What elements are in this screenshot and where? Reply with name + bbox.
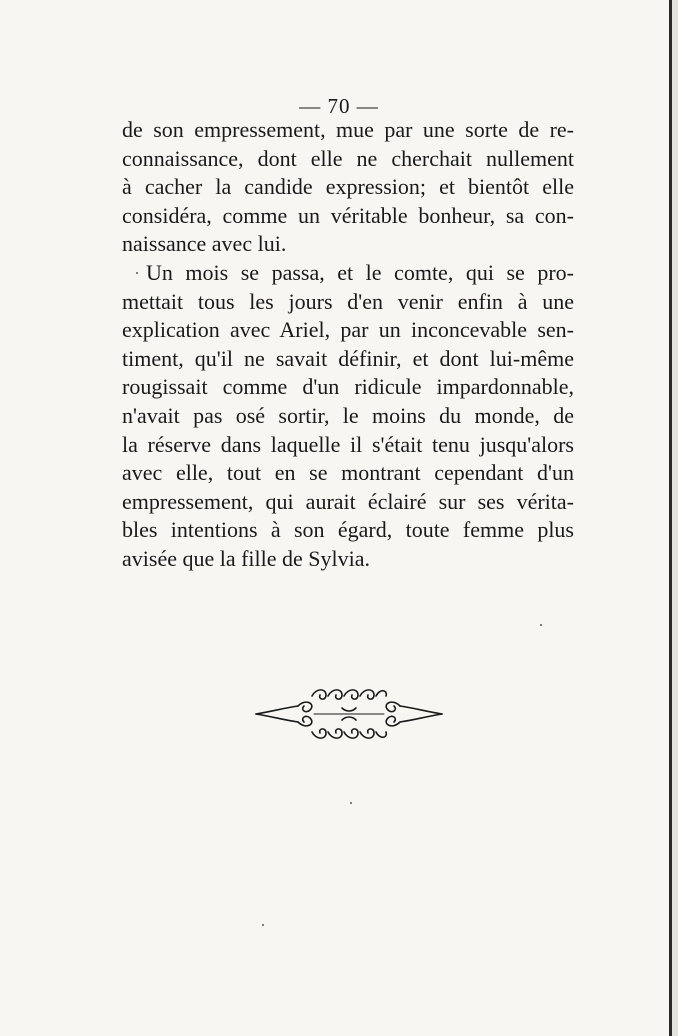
text-line: considéra, comme un véritable bonheur, sa con- — [122, 202, 574, 228]
text-line: rougissait comme d'un ridicule impardonnable, — [122, 374, 574, 400]
text-line: la réserve dans laquelle il s'était tenu jusqu'alors — [122, 431, 574, 457]
text-line: connaissance, dont elle ne cherchait nullement — [122, 145, 574, 171]
text-line: à cacher la candide expression; et bientôt elle — [122, 174, 574, 200]
page-edge-shadow — [672, 0, 678, 1036]
text-line: naissance avec lui. — [122, 231, 287, 257]
text-line: avisée que la fille de Sylvia. — [122, 545, 371, 571]
paper-speck — [350, 802, 352, 804]
page-number: — 70 — — [299, 94, 379, 118]
paper-speck — [136, 272, 138, 274]
tailpiece-scroll-ornament — [254, 684, 444, 744]
text-line: timent, qu'il ne savait définir, et dont lui-même — [122, 345, 574, 371]
text-line: bles intentions à son égard, toute femme plus — [122, 517, 574, 543]
paper-speck — [540, 624, 542, 626]
text-line: de son empressement, mue par une sorte de re- — [122, 117, 574, 142]
paper-speck — [262, 924, 264, 926]
paragraph-1 — [122, 116, 574, 259]
text-line: empressement, qui aurait éclairé sur ses vérita- — [122, 488, 574, 514]
text-line: avec elle, tout en se montrant cependant d'un — [122, 460, 574, 486]
page-edge-line — [669, 0, 672, 1036]
text-line: explication avec Ariel, par un inconcevable sen- — [122, 317, 574, 343]
text-line: mettait tous les jours d'en venir enfin à une — [122, 288, 574, 314]
text-line: Un mois se passa, et le comte, qui se pro- — [146, 259, 574, 285]
body-text — [122, 116, 574, 574]
text-line: n'avait pas osé sortir, le moins du monde, de — [122, 402, 574, 428]
paragraph-2 — [122, 259, 574, 574]
